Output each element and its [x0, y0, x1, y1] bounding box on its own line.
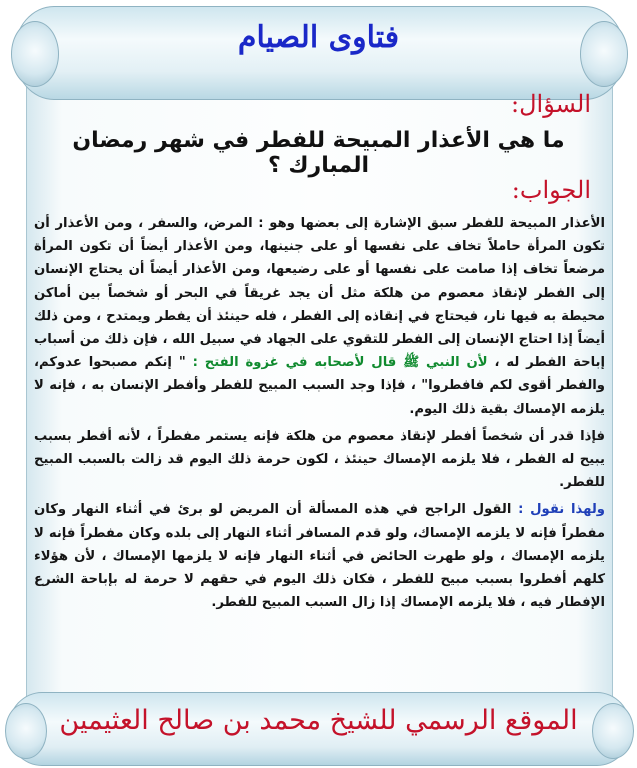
question-text: ما هي الأعذار المبيحة للفطر في شهر رمضان المبارك ؟	[72, 128, 565, 178]
answer-text: القول الراجح في هذه المسألة أن المريض لو برئ في أثناء النهار وكان مفطراً فإنه لا يلزمه الإمساك، ولو قدم المسافر أثناء النهار إلى بلده وكان مفطراً فإنه لا يلزمه الإمساك ، ولو طهرت الحائض في أثناء النهار فإنه لا يلزمها الإمساك ، لأن هؤلاء كلهم أفطروا بسبب مبيح للفطر ، فكان ذلك اليوم في حقهم لا حرمة له بإباحة الشرع الإفطار فيه ، فلا يلزمه الإمساك إذا زال السبب المبيح للفطر.	[34, 502, 605, 611]
answer-body	[34, 212, 605, 618]
answer-paragraph-2: فإذا قدر أن شخصاً أفطر لإنقاذ معصوم من هلكة فإنه يستمر مفطراً ، لأنه أفطر بسبب يبيح له الفطر ، فلا يلزمه الإمساك حينئذ ، لكون حرمة ذلك اليوم قد زالت بالسبب المبيح للفطر.	[34, 428, 605, 491]
answer-label: الجواب:	[511, 176, 591, 204]
conclusion-label: ولهذا نقول :	[518, 502, 605, 518]
question-label: السؤال:	[511, 90, 591, 118]
answer-paragraph-1	[34, 212, 605, 421]
hadith-intro: لأن النبي ﷺ قال لأصحابه في غزوة الفتح :	[192, 355, 488, 371]
footer-site-name: الموقع الرسمي للشيخ محمد بن صالح العثيمين	[59, 705, 578, 736]
answer-text: " إنكم مصبحوا عدوكم، والفطر أقوى لكم فافطروا" ، فإذا وجد السبب المبيح للفطر وأفطر الإنسان به ، فإنه لا يلزمه الإمساك بقية ذلك اليوم.	[34, 355, 605, 417]
answer-text: الأعذار المبيحة للفطر سبق الإشارة إلى بعضها وهو : المرض، والسفر ، ومن الأعذار أن تكون المرأة حاملاً تخاف على نفسها أو على جنينها، ومن الأعذار أيضاً أن تكون المرأة مرضعاً تخاف إذا صامت على نفسها أو على رضيعها، ومن الأعذار أيضاً أن يحتاج الإنسان إلى الفطر لإنقاذ معصوم من هلكة مثل أن يجد غريقاً في البحر أو شخصاً بين أماكن محيطة به فيها نار، فيحتاج في إنقاذه إلى الفطر ، فله حينئذ أن يفطر ويمتدح ، ومن ذلك أيضاً إذا احتاج الإنسان إلى الفطر للتقوي على الجهاد في سبيل الله ، فإن ذلك من أسباب إباحة الفطر له ،	[34, 216, 606, 371]
page-title: فتاوى الصيام	[237, 20, 400, 55]
answer-paragraph-3	[34, 498, 605, 614]
